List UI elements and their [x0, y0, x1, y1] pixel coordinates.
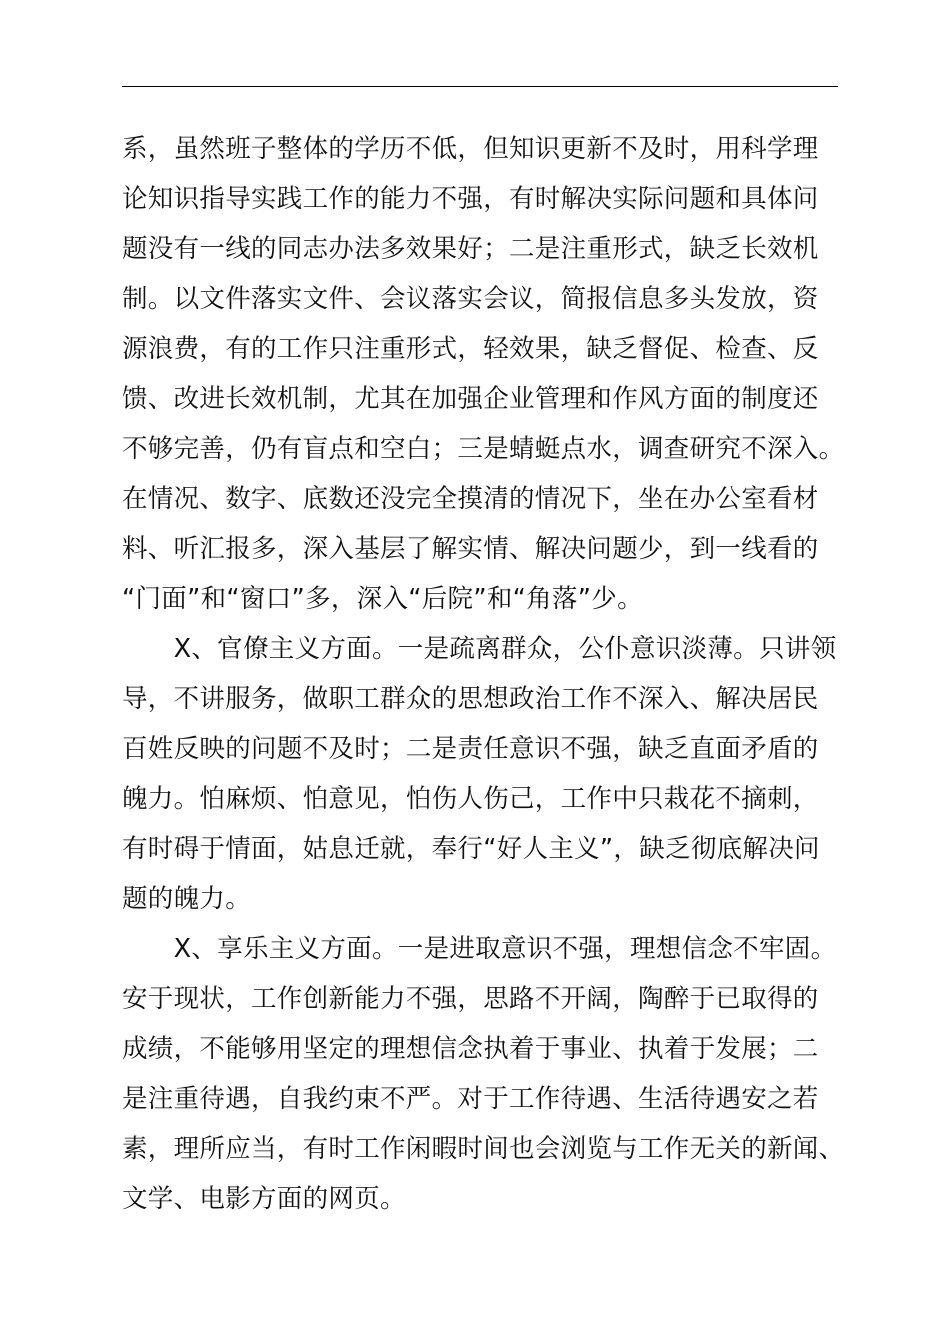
text-line: 成绩，不能够用坚定的理想信念执着于事业、执着于发展；二: [122, 1034, 819, 1064]
text-line: 不够完善，仍有盲点和空白；三是蜻蜓点水，调查研究不深入。: [122, 434, 845, 464]
header-rule: [122, 86, 838, 87]
paragraph-start-line: X、享乐主义方面。一是进取意识不强，理想信念不牢固。: [122, 934, 837, 964]
text-line: 论知识指导实践工作的能力不强，有时解决实际问题和具体问: [122, 184, 819, 214]
text-line: “门面”和“窗口”多，深入“后院”和“角落”少。: [122, 584, 643, 614]
text-line: 文学、电影方面的网页。: [122, 1184, 406, 1214]
text-line: 题没有一线的同志办法多效果好；二是注重形式，缺乏长效机: [122, 234, 819, 264]
text-line: 素，理所应当，有时工作闲暇时间也会浏览与工作无关的新闻、: [122, 1134, 845, 1164]
text-line: 制。以文件落实文件、会议落实会议，简报信息多头发放，资: [122, 284, 819, 314]
text-line: 百姓反映的问题不及时；二是责任意识不强，缺乏直面矛盾的: [122, 734, 819, 764]
text-line: 是注重待遇，自我约束不严。对于工作待遇、生活待遇安之若: [122, 1084, 819, 1114]
text-line: 魄力。怕麻烦、怕意见，怕伤人伤己，工作中只栽花不摘刺，: [122, 784, 819, 814]
text-line: 安于现状，工作创新能力不强，思路不开阔，陶醉于已取得的: [122, 984, 819, 1014]
text-line: 有时碍于情面，姑息迁就，奉行“好人主义”，缺乏彻底解决问: [122, 834, 820, 864]
text-line: 料、听汇报多，深入基层了解实情、解决问题少，到一线看的: [122, 534, 819, 564]
text-line: 导，不讲服务，做职工群众的思想政治工作不深入、解决居民: [122, 684, 819, 714]
text-line: 系，虽然班子整体的学历不低，但知识更新不及时，用科学理: [122, 134, 819, 164]
text-line: 在情况、数字、底数还没完全摸清的情况下，坐在办公室看材: [122, 484, 819, 514]
text-line: 题的魄力。: [122, 884, 252, 914]
paragraph-start-line: X、官僚主义方面。一是疏离群众，公仆意识淡薄。只讲领: [122, 634, 837, 664]
text-line: 源浪费，有的工作只注重形式，轻效果，缺乏督促、检查、反: [122, 334, 819, 364]
document-body: [122, 124, 845, 1224]
text-line: 馈、改进长效机制，尤其在加强企业管理和作风方面的制度还: [122, 384, 819, 414]
